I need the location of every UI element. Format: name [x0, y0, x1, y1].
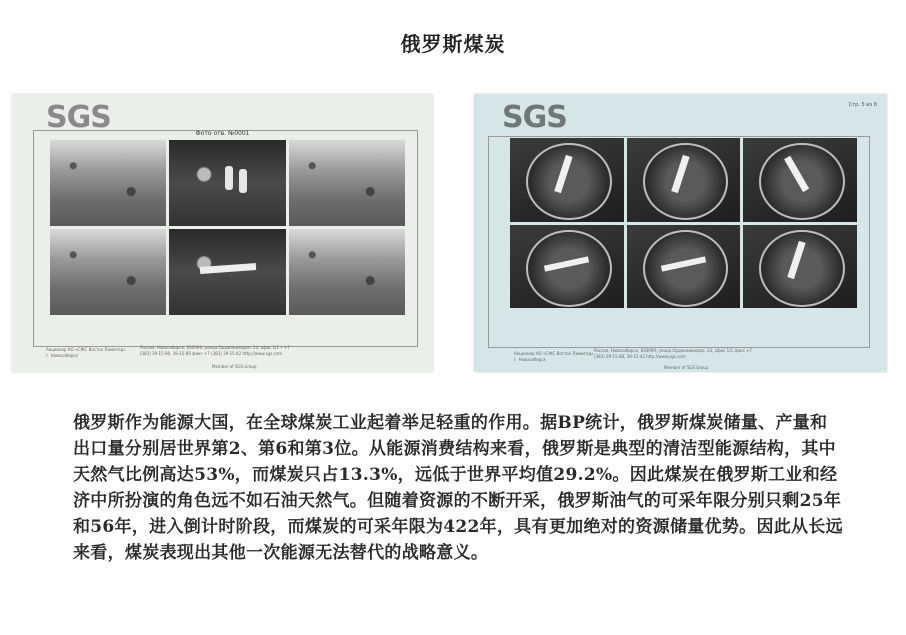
footer-company: Акционер АО «СЖС Восток Лимитед» г. Новосибирск [46, 347, 126, 358]
coal-sample-photo [169, 229, 285, 315]
sample-strip [661, 257, 707, 272]
footer-member: Member of SGS Group [212, 364, 257, 369]
sample-strip [554, 155, 572, 193]
coal-pile-photo [50, 229, 166, 315]
coal-pile-photo [50, 140, 166, 226]
worker-figure [225, 166, 233, 190]
sample-strip [544, 257, 590, 272]
photo-grid [50, 140, 405, 315]
workers-photo [169, 140, 285, 226]
coal-pile-photo [289, 140, 405, 226]
photo-caption: Фото отв. №0001 [195, 130, 250, 137]
sgs-logo: SGS [502, 100, 567, 135]
sample-label [199, 263, 255, 274]
sample-strip [784, 155, 809, 191]
photo-grid [510, 138, 857, 308]
page-number: Стр. 5 из 8 [848, 102, 877, 108]
sample-dish-photo [510, 138, 624, 222]
footer-address: Россия, Новосибирск, 630099, улица Орджоникидзе, 24, офис 1/1 т +7 (383) 39-15-80, 39-15-80 факс +7 (383) 39-15-42 http://www.sgs.com [140, 345, 290, 356]
footer-member: Member of SGS Group [664, 365, 709, 370]
footer-company: Акционер АО «СЖС Восток Лимитед» г. Новосибирск [514, 351, 594, 362]
sample-dish-photo [743, 138, 857, 222]
scan-image-coal-samples [474, 94, 887, 372]
scan-image-coal-piles [12, 94, 433, 372]
coal-pile-photo [289, 229, 405, 315]
worker-figure [239, 169, 247, 193]
sample-dish-photo [510, 225, 624, 309]
sgs-logo: SGS [46, 100, 111, 135]
sample-strip [788, 241, 806, 279]
sample-strip [671, 155, 689, 193]
sample-dish-photo [743, 225, 857, 309]
article-body [73, 410, 843, 566]
footer-address: Россия, Новосибирск, 630099, улица Орджоникидзе, 24, офис 1/1 факс +7 (383) 39-15-80, 39-15-42 http://www.sgs.com [594, 348, 752, 359]
page-title: 俄罗斯煤炭 [400, 32, 506, 56]
sample-dish-photo [627, 138, 741, 222]
sample-dish-photo [627, 225, 741, 309]
article-paragraph: 俄罗斯作为能源大国，在全球煤炭工业起着举足轻重的作用。据BP统计，俄罗斯煤炭储量、产量和出口量分别居世界第2、第6和第3位。从能源消费结构来看，俄罗斯是典型的清洁型能源结构，其中天然气比例高达53%，而煤炭只占13.3%，远低于世界平均值29.2%。因此煤炭在俄罗斯工业和经济中所扮演的角色远不如石油天然气。但随着资源的不断开采，俄罗斯油气的可采年限分别只剩25年和56年，进入倒计时阶段，而煤炭的可采年限为422年，具有更加绝对的资源储量优势。因此从长远来看，煤炭表现出其他一次能源无法替代的战略意义。 [73, 413, 843, 563]
